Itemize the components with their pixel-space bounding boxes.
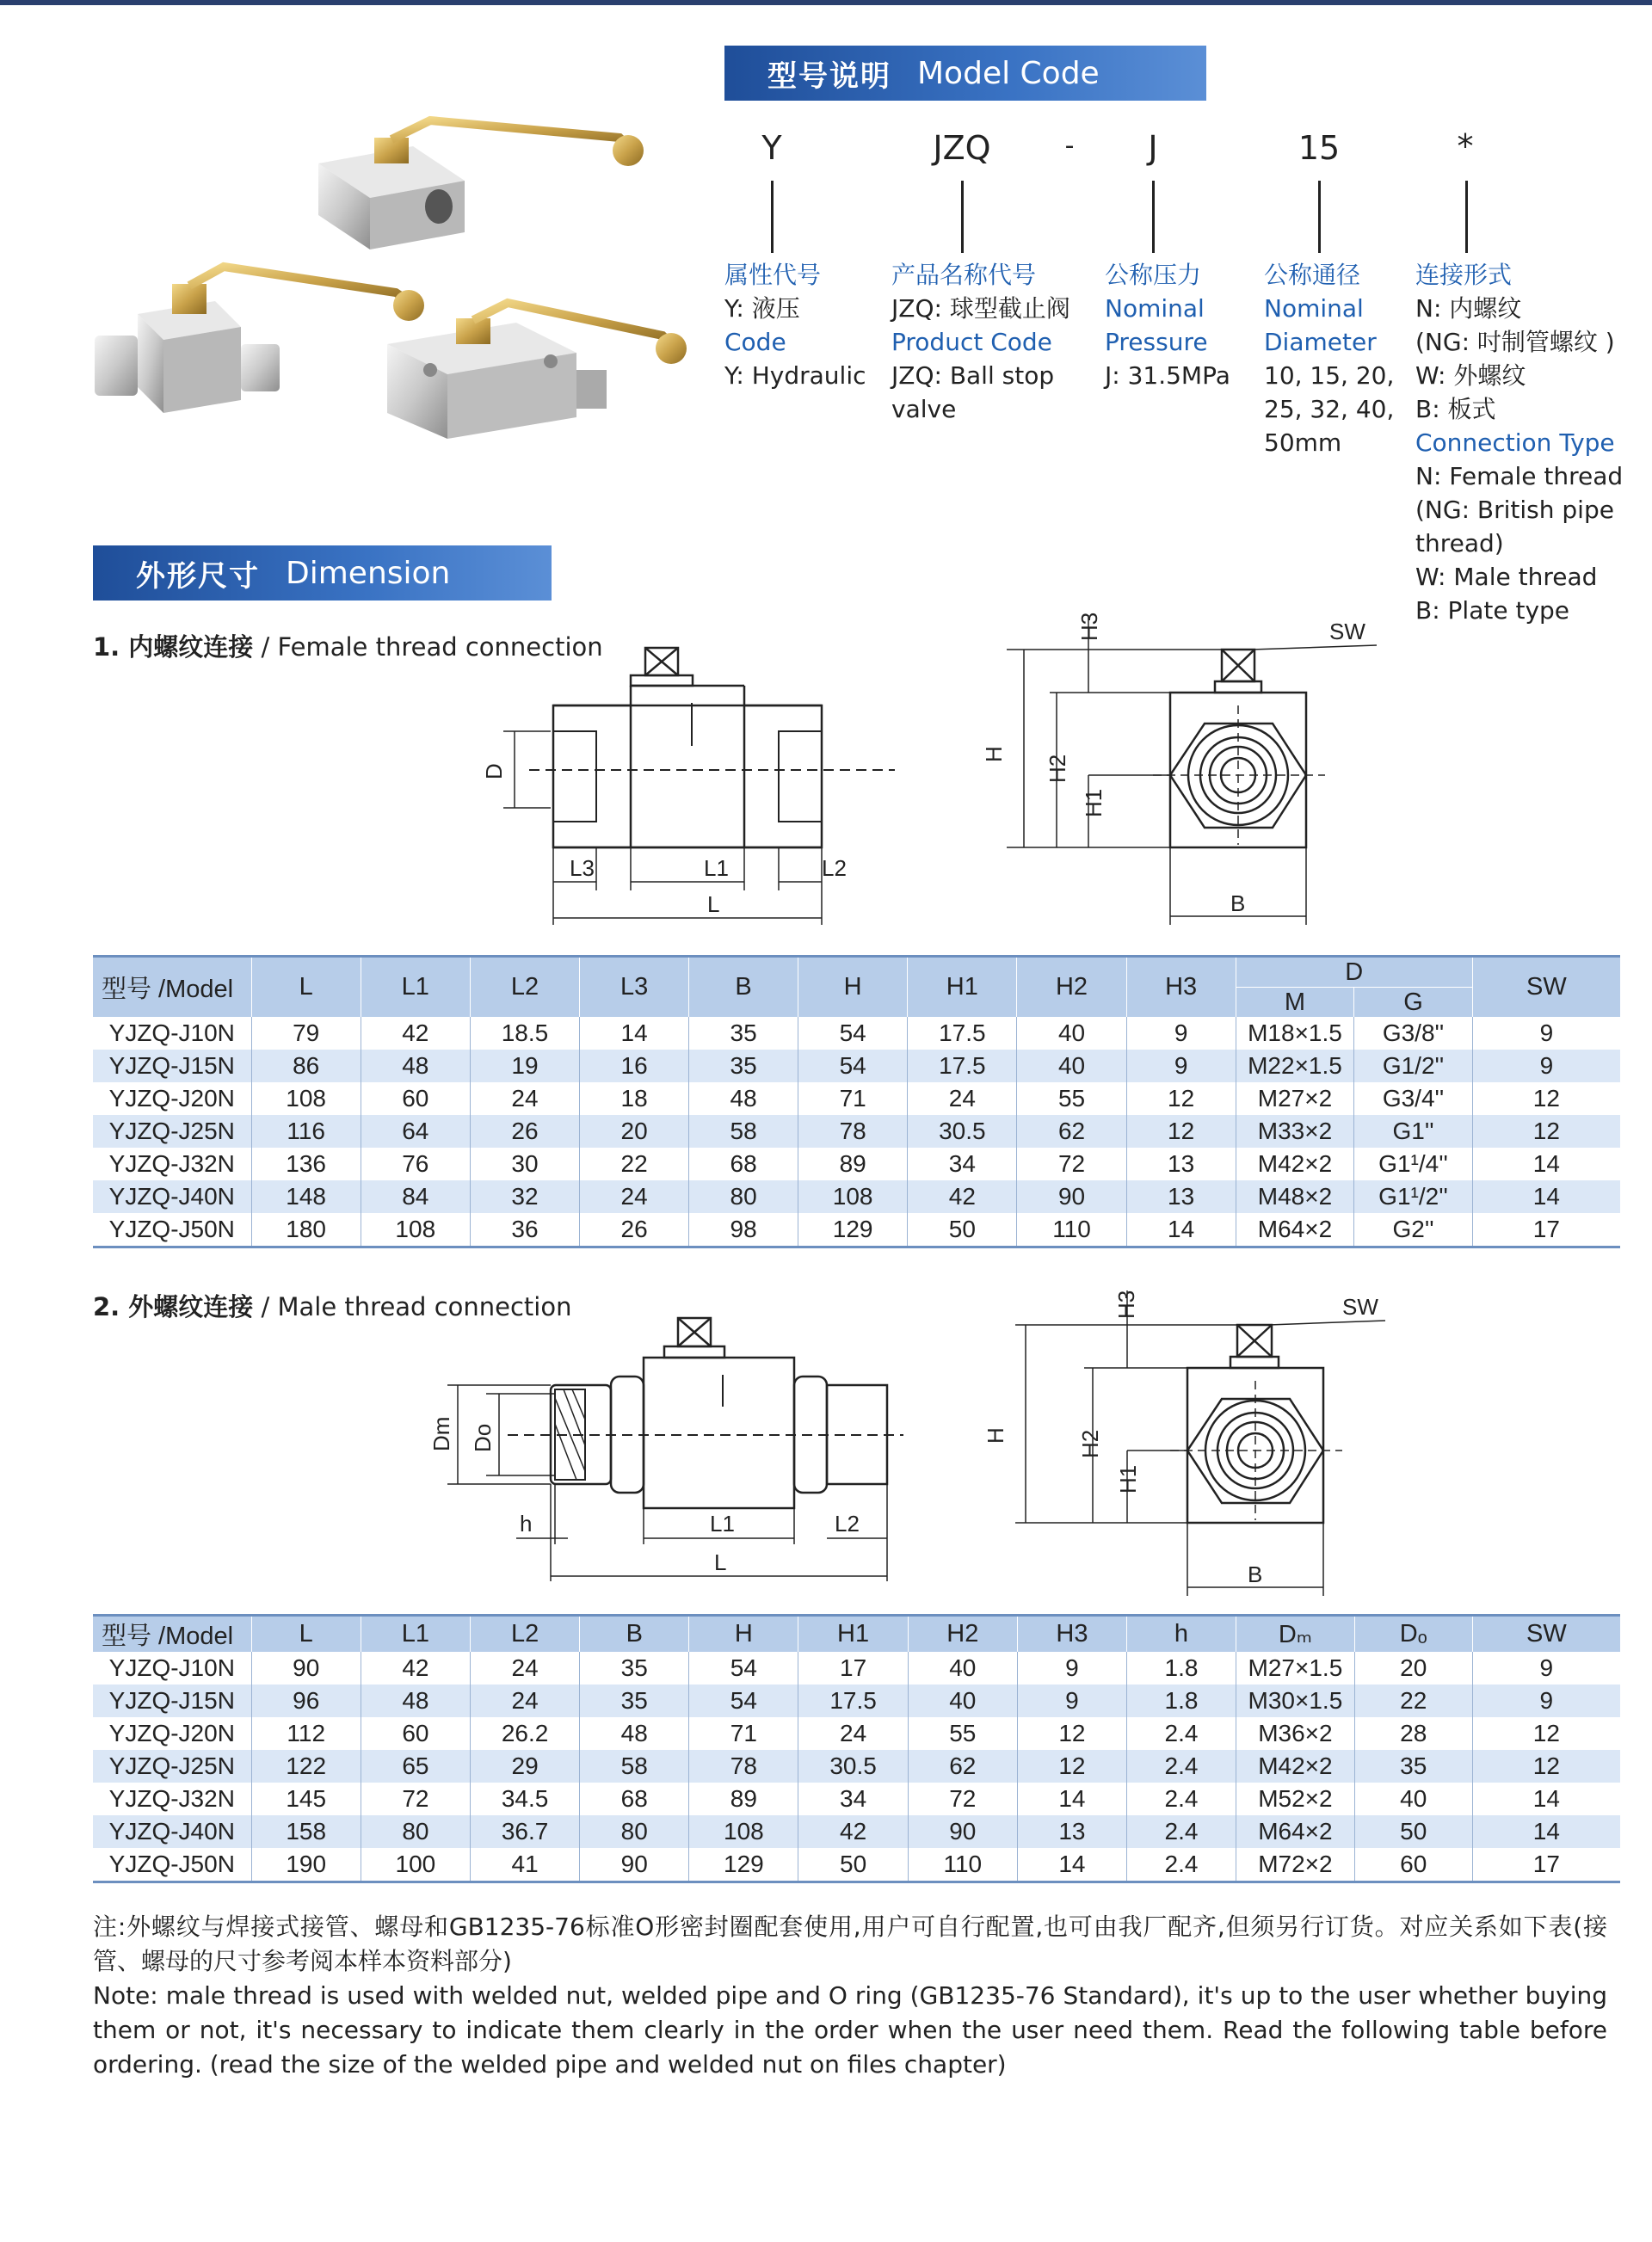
table-cell: 24	[798, 1717, 908, 1750]
table-cell: 158	[251, 1815, 361, 1848]
t1-header-H: H	[798, 957, 908, 1018]
t1-header-H3: H3	[1126, 957, 1236, 1018]
male-thread-table	[93, 1614, 1620, 1883]
code-line-1	[771, 181, 774, 253]
table-cell: 35	[689, 1017, 798, 1050]
table-cell: 2.4	[1126, 1783, 1236, 1815]
table-cell: 40	[1017, 1050, 1126, 1082]
table-cell: G1¹/2''	[1354, 1180, 1472, 1213]
dimension-header-zh: 外形尺寸	[136, 558, 260, 594]
table-cell: 100	[361, 1848, 470, 1882]
dim-label-SW: SW	[1329, 619, 1365, 644]
t1-header-model: 型号 /Model	[93, 957, 251, 1018]
dim-label-H2: H2	[1045, 754, 1070, 783]
table-cell: YJZQ-J40N	[93, 1815, 251, 1848]
dim-label-L2-male: L2	[835, 1511, 860, 1537]
table-cell: 54	[689, 1685, 798, 1717]
code-line-5	[1465, 181, 1468, 253]
table-cell: 13	[1017, 1815, 1126, 1848]
table-cell: G3/8''	[1354, 1017, 1472, 1050]
table-cell: 60	[361, 1082, 470, 1115]
table-cell: 14	[1472, 1815, 1620, 1848]
dim-label-H1: H1	[1081, 788, 1106, 817]
table-cell: M72×2	[1236, 1848, 1355, 1882]
t1-header-D-M: M	[1236, 988, 1354, 1018]
table-cell: 122	[251, 1750, 361, 1783]
table-cell: 42	[798, 1815, 908, 1848]
table-cell: 48	[361, 1050, 470, 1082]
table-cell: 42	[908, 1180, 1017, 1213]
table-cell: M48×2	[1236, 1180, 1354, 1213]
table-cell: 35	[689, 1050, 798, 1082]
table-cell: 20	[1354, 1652, 1472, 1685]
product-photo	[69, 86, 706, 447]
table-cell: 17.5	[798, 1685, 908, 1717]
dim-label-H: H	[981, 746, 1007, 762]
table-cell: 58	[580, 1750, 689, 1783]
table-cell: M52×2	[1236, 1783, 1355, 1815]
table-cell: YJZQ-J32N	[108, 1785, 235, 1812]
table-cell: 50	[798, 1848, 908, 1882]
code-letter-j: J	[1148, 129, 1158, 167]
table-cell: 54	[798, 1017, 908, 1050]
table-cell: M64×2	[1236, 1815, 1355, 1848]
table-cell: 9	[1126, 1050, 1236, 1082]
code-letter-jzq: JZQ	[933, 129, 991, 167]
table-cell: 22	[1354, 1685, 1472, 1717]
table-cell: 89	[798, 1148, 908, 1180]
t2-header-cell: B	[580, 1616, 689, 1653]
table-cell: 18.5	[470, 1017, 579, 1050]
table-row	[93, 1115, 1620, 1148]
table-cell: 13	[1126, 1148, 1236, 1180]
dim-label-H2-male: H2	[1077, 1429, 1103, 1458]
table-cell: 64	[361, 1115, 470, 1148]
table-cell: 42	[361, 1652, 470, 1685]
model-code-header-zh: 型号说明	[767, 59, 891, 94]
table-row	[93, 1783, 1620, 1815]
table-cell: 14	[1017, 1783, 1126, 1815]
table-cell: 2.4	[1126, 1717, 1236, 1750]
code-line-2	[961, 181, 964, 253]
table-cell: YJZQ-J40N	[93, 1180, 251, 1213]
table-cell: 34.5	[470, 1783, 579, 1815]
dim-label-L-male: L	[714, 1549, 727, 1575]
dim-label-L1-male: L1	[710, 1511, 735, 1537]
table-cell: 48	[361, 1685, 470, 1717]
dim-label-SW-male: SW	[1342, 1294, 1378, 1320]
table-cell: YJZQ-J15N	[93, 1050, 251, 1082]
t2-header-cell: Dₘ	[1236, 1616, 1355, 1653]
table-cell: 12	[1472, 1082, 1620, 1115]
table-cell: 90	[251, 1652, 361, 1685]
table-cell: 12	[1472, 1750, 1620, 1783]
male-thread-front-drawing	[981, 1282, 1394, 1600]
dim-label-B: B	[1230, 890, 1246, 916]
table-cell: 40	[908, 1652, 1017, 1685]
table-cell: 80	[361, 1815, 470, 1848]
table-cell: 30.5	[908, 1115, 1017, 1148]
table-cell: M36×2	[1236, 1717, 1355, 1750]
table-cell: 108	[251, 1082, 361, 1115]
table-cell: 80	[580, 1815, 689, 1848]
table-cell: 26	[580, 1213, 689, 1247]
table-cell: 14	[1126, 1213, 1236, 1247]
code-line-4	[1318, 181, 1321, 253]
table-cell: 90	[1017, 1180, 1126, 1213]
t1-header-H1: H1	[908, 957, 1017, 1018]
table-cell: 9	[1472, 1050, 1620, 1082]
table-cell: 68	[580, 1783, 689, 1815]
table-cell: 78	[689, 1750, 798, 1783]
code-col-pressure: 公称压力 Nominal Pressure J: 31.5MPa	[1105, 261, 1230, 390]
table-cell: 19	[470, 1050, 579, 1082]
table-cell: YJZQ-J25N	[93, 1115, 251, 1148]
table-row	[93, 1050, 1620, 1082]
table-cell: 180	[251, 1213, 361, 1247]
table-cell: 78	[798, 1115, 908, 1148]
table-cell: 71	[689, 1717, 798, 1750]
table-cell: 79	[251, 1017, 361, 1050]
table-cell: 72	[908, 1783, 1017, 1815]
dim-label-L: L	[707, 891, 720, 917]
table-cell: 17	[1472, 1213, 1620, 1247]
dim-label-H1-male: H1	[1115, 1464, 1141, 1494]
t1-header-H2: H2	[1017, 957, 1126, 1018]
dim-label-Dm: Dm	[428, 1416, 454, 1451]
table-cell: 14	[1472, 1148, 1620, 1180]
table-cell: 14	[1472, 1180, 1620, 1213]
table-cell: 54	[798, 1050, 908, 1082]
table-cell: YJZQ-J20N	[108, 1720, 235, 1746]
table-cell: 65	[361, 1750, 470, 1783]
table-cell: M33×2	[1236, 1115, 1354, 1148]
table-cell: 34	[798, 1783, 908, 1815]
table-cell: 145	[251, 1783, 361, 1815]
table-cell: 50	[1354, 1815, 1472, 1848]
code-letter-y: Y	[761, 129, 782, 167]
table-cell: 108	[361, 1213, 470, 1247]
table-cell: 17.5	[908, 1050, 1017, 1082]
table-cell: 29	[470, 1750, 579, 1783]
t2-header-cell: H3	[1017, 1616, 1126, 1653]
table-cell: 129	[689, 1848, 798, 1882]
dim-label-L2: L2	[822, 855, 847, 881]
table-cell: 55	[908, 1717, 1017, 1750]
t2-header-cell: 型号 /Model	[93, 1616, 251, 1653]
model-code-header	[724, 46, 1206, 101]
dim-label-Do: Do	[470, 1423, 496, 1452]
table-cell: 20	[580, 1115, 689, 1148]
table-cell: 9	[1472, 1652, 1620, 1685]
table-cell: 35	[580, 1685, 689, 1717]
table-cell: 48	[689, 1082, 798, 1115]
table-cell: YJZQ-J50N	[108, 1851, 235, 1877]
table-cell: 1.8	[1126, 1652, 1236, 1685]
dim-label-L3: L3	[570, 855, 595, 881]
table-cell: 1.8	[1126, 1685, 1236, 1717]
t2-header-cell: h	[1126, 1616, 1236, 1653]
table-cell: 136	[251, 1148, 361, 1180]
table-cell: 12	[1017, 1750, 1126, 1783]
table-cell: 35	[580, 1652, 689, 1685]
table-cell: M27×2	[1236, 1082, 1354, 1115]
table-cell: 32	[470, 1180, 579, 1213]
code-col-product: 产品名称代号 JZQ: 球型截止阀 Product Code JZQ: Ball stop valve	[891, 261, 1070, 423]
table-cell: M22×1.5	[1236, 1050, 1354, 1082]
table-cell: 34	[908, 1148, 1017, 1180]
table-cell: 36	[470, 1213, 579, 1247]
table-cell: 2.4	[1126, 1815, 1236, 1848]
table-cell: 68	[689, 1148, 798, 1180]
t2-header-cell: H2	[908, 1616, 1017, 1653]
table-cell: 24	[908, 1082, 1017, 1115]
table-cell: 62	[908, 1750, 1017, 1783]
table-cell: 96	[251, 1685, 361, 1717]
code-col-diameter: 公称通径 Nominal Diameter 10, 15, 20, 25, 32, 40, 50mm	[1264, 261, 1395, 457]
table-row	[93, 1213, 1620, 1247]
table-cell: 110	[1017, 1213, 1126, 1247]
table-row	[93, 1685, 1620, 1717]
code-line-3	[1152, 181, 1155, 253]
table-cell: 72	[361, 1783, 470, 1815]
table-cell: 90	[580, 1848, 689, 1882]
table-cell: 36.7	[470, 1815, 579, 1848]
table-cell: 50	[908, 1213, 1017, 1247]
dim-label-H3-male: H3	[1113, 1290, 1139, 1319]
table-cell: 12	[1017, 1717, 1126, 1750]
dimension-header-en: Dimension	[286, 555, 451, 591]
model-code-header-en: Model Code	[917, 55, 1100, 91]
table-cell: M42×2	[1236, 1750, 1355, 1783]
table-cell: 14	[580, 1017, 689, 1050]
dim-label-L1: L1	[704, 855, 729, 881]
table-cell: 26	[470, 1115, 579, 1148]
table-cell: 24	[470, 1652, 579, 1685]
table-cell: 60	[1354, 1848, 1472, 1882]
table-cell: 108	[798, 1180, 908, 1213]
code-letter-dash: -	[1064, 131, 1075, 161]
table-cell: 90	[908, 1815, 1017, 1848]
table-row	[93, 1017, 1620, 1050]
t1-header-L1: L1	[361, 957, 470, 1018]
t2-header-cell: L	[251, 1616, 361, 1653]
table-cell: M27×1.5	[1236, 1652, 1355, 1685]
note-en: Note: male thread is used with welded nut, welded pipe and O ring (GB1235-76 Standard), it's up to the user whether buying them or not, it's necessary to indicate them clearly in the order when the user need them. Read the following table before ordering. (read the size of the welded pipe and welded nut on files chapter)	[93, 1981, 1607, 2079]
table-cell: 40	[908, 1685, 1017, 1717]
table-cell: 129	[798, 1213, 908, 1247]
table-cell: M42×2	[1236, 1148, 1354, 1180]
female-thread-table	[93, 955, 1620, 1248]
table-cell: YJZQ-J10N	[108, 1019, 235, 1046]
t2-header-cell: L2	[470, 1616, 579, 1653]
table-cell: 84	[361, 1180, 470, 1213]
table-cell: 12	[1126, 1082, 1236, 1115]
table-cell: G1¹/4''	[1354, 1148, 1472, 1180]
table-row	[93, 1082, 1620, 1115]
t1-header-D-G: G	[1354, 988, 1472, 1018]
table-row	[93, 1148, 1620, 1180]
table-cell: YJZQ-J32N	[108, 1150, 235, 1177]
section1-title: 1. 内螺纹连接 / Female thread connection	[93, 632, 603, 662]
table-cell: 86	[251, 1050, 361, 1082]
table-cell: 108	[689, 1815, 798, 1848]
table-cell: 55	[1017, 1082, 1126, 1115]
table-cell: 116	[251, 1115, 361, 1148]
table-cell: 40	[1354, 1783, 1472, 1815]
table-cell: 12	[1472, 1717, 1620, 1750]
table-cell: 98	[689, 1213, 798, 1247]
table-cell: 17.5	[908, 1017, 1017, 1050]
table-cell: 112	[251, 1717, 361, 1750]
table-cell: 9	[1472, 1017, 1620, 1050]
table-cell: 24	[470, 1685, 579, 1717]
table-cell: 13	[1126, 1180, 1236, 1213]
table-cell: 190	[251, 1848, 361, 1882]
table-row	[93, 1180, 1620, 1213]
table-cell: 14	[1472, 1783, 1620, 1815]
table-cell: 9	[1017, 1685, 1126, 1717]
dim-label-B-male: B	[1248, 1561, 1263, 1587]
table-cell: 58	[689, 1115, 798, 1148]
table-cell: 60	[361, 1717, 470, 1750]
t2-header-cell: H1	[798, 1616, 908, 1653]
table-cell: 76	[361, 1148, 470, 1180]
table-cell: 24	[470, 1082, 579, 1115]
valve-image-3	[387, 303, 687, 439]
table-cell: 26.2	[470, 1717, 579, 1750]
female-thread-side-drawing	[465, 632, 929, 929]
code-letter-star: *	[1457, 127, 1474, 165]
table-row	[93, 1750, 1620, 1783]
table-row	[93, 1652, 1620, 1685]
female-thread-front-drawing	[964, 602, 1377, 929]
table-cell: 16	[580, 1050, 689, 1082]
table-cell: M64×2	[1236, 1213, 1354, 1247]
table-cell: 12	[1472, 1115, 1620, 1148]
table-cell: 2.4	[1126, 1848, 1236, 1882]
table-cell: 148	[251, 1180, 361, 1213]
table-cell: 9	[1126, 1017, 1236, 1050]
table-cell: 41	[470, 1848, 579, 1882]
male-thread-side-drawing	[422, 1308, 921, 1592]
table-cell: 35	[1354, 1750, 1472, 1783]
table-cell: 18	[580, 1082, 689, 1115]
dim-label-h: h	[520, 1511, 533, 1537]
t1-header-SW: SW	[1472, 957, 1620, 1018]
dimension-header	[93, 545, 552, 601]
section2-title: 2. 外螺纹连接 / Male thread connection	[93, 1292, 572, 1321]
table-cell: G3/4''	[1354, 1082, 1472, 1115]
table-cell: G2''	[1354, 1213, 1472, 1247]
table-row	[93, 1717, 1620, 1750]
t1-header-D: D	[1236, 957, 1472, 988]
code-letter-15: 15	[1298, 129, 1341, 167]
table-cell: 17	[798, 1652, 908, 1685]
table-cell: 54	[689, 1652, 798, 1685]
t1-header-L: L	[251, 957, 361, 1018]
table-cell: YJZQ-J10N	[108, 1654, 235, 1681]
table-cell: 110	[908, 1848, 1017, 1882]
table-cell: 89	[689, 1783, 798, 1815]
t2-header-cell: Dₒ	[1354, 1616, 1472, 1653]
t2-header-cell: L1	[361, 1616, 470, 1653]
table-cell: 30	[470, 1148, 579, 1180]
table-cell: 12	[1126, 1115, 1236, 1148]
table-cell: 2.4	[1126, 1750, 1236, 1783]
t1-header-L2: L2	[470, 957, 579, 1018]
table-cell: 72	[1017, 1148, 1126, 1180]
table-cell: YJZQ-J20N	[108, 1085, 235, 1112]
top-border	[0, 0, 1652, 5]
table-cell: 9	[1472, 1685, 1620, 1717]
valve-image-1	[318, 120, 644, 249]
table-cell: 71	[798, 1082, 908, 1115]
table-cell: 48	[580, 1717, 689, 1750]
table-row	[93, 1848, 1620, 1882]
table-cell: 22	[580, 1148, 689, 1180]
code-col-attribute: 属性代号 Y: 液压 Code Y: Hydraulic	[724, 261, 866, 390]
table-cell: 24	[580, 1180, 689, 1213]
dim-label-D: D	[481, 763, 507, 779]
valve-image-2	[95, 267, 424, 413]
t1-header-B: B	[689, 957, 798, 1018]
table-cell: 28	[1354, 1717, 1472, 1750]
table-cell: M18×1.5	[1236, 1017, 1354, 1050]
table-cell: 80	[689, 1180, 798, 1213]
table-cell: 40	[1017, 1017, 1126, 1050]
note-zh: 注:外螺纹与焊接式接管、螺母和GB1235-76标准O形密封圈配套使用,用户可自行配置,也可由我厂配齐,但须另行订货。对应关系如下表(接管、螺母的尺寸参考阅本样本资料部分)	[93, 1912, 1607, 1975]
table-row	[93, 1815, 1620, 1848]
t2-header-cell: H	[689, 1616, 798, 1653]
table-cell: G1''	[1354, 1115, 1472, 1148]
table-cell: 30.5	[798, 1750, 908, 1783]
table-cell: 62	[1017, 1115, 1126, 1148]
table-cell: 42	[361, 1017, 470, 1050]
table-cell: 17	[1472, 1848, 1620, 1882]
table-cell: 9	[1017, 1652, 1126, 1685]
table-cell: YJZQ-J15N	[93, 1685, 251, 1717]
table-cell: G1/2''	[1354, 1050, 1472, 1082]
table-cell: YJZQ-J25N	[93, 1750, 251, 1783]
t2-header-cell: SW	[1472, 1616, 1620, 1653]
t1-header-L3: L3	[580, 957, 689, 1018]
table-cell: M30×1.5	[1236, 1685, 1355, 1717]
table-cell: 14	[1017, 1848, 1126, 1882]
table-cell: YJZQ-J50N	[108, 1216, 235, 1242]
code-col-connection: 连接形式 N: 内螺纹 (NG: 吋制管螺纹 ) W: 外螺纹 B: 板式 Connection Type N: Female thread (NG: British pipe thread) W: Male thread B: Plate type	[1415, 261, 1624, 625]
dim-label-H3: H3	[1076, 612, 1102, 641]
dim-label-H-male: H	[983, 1427, 1008, 1444]
